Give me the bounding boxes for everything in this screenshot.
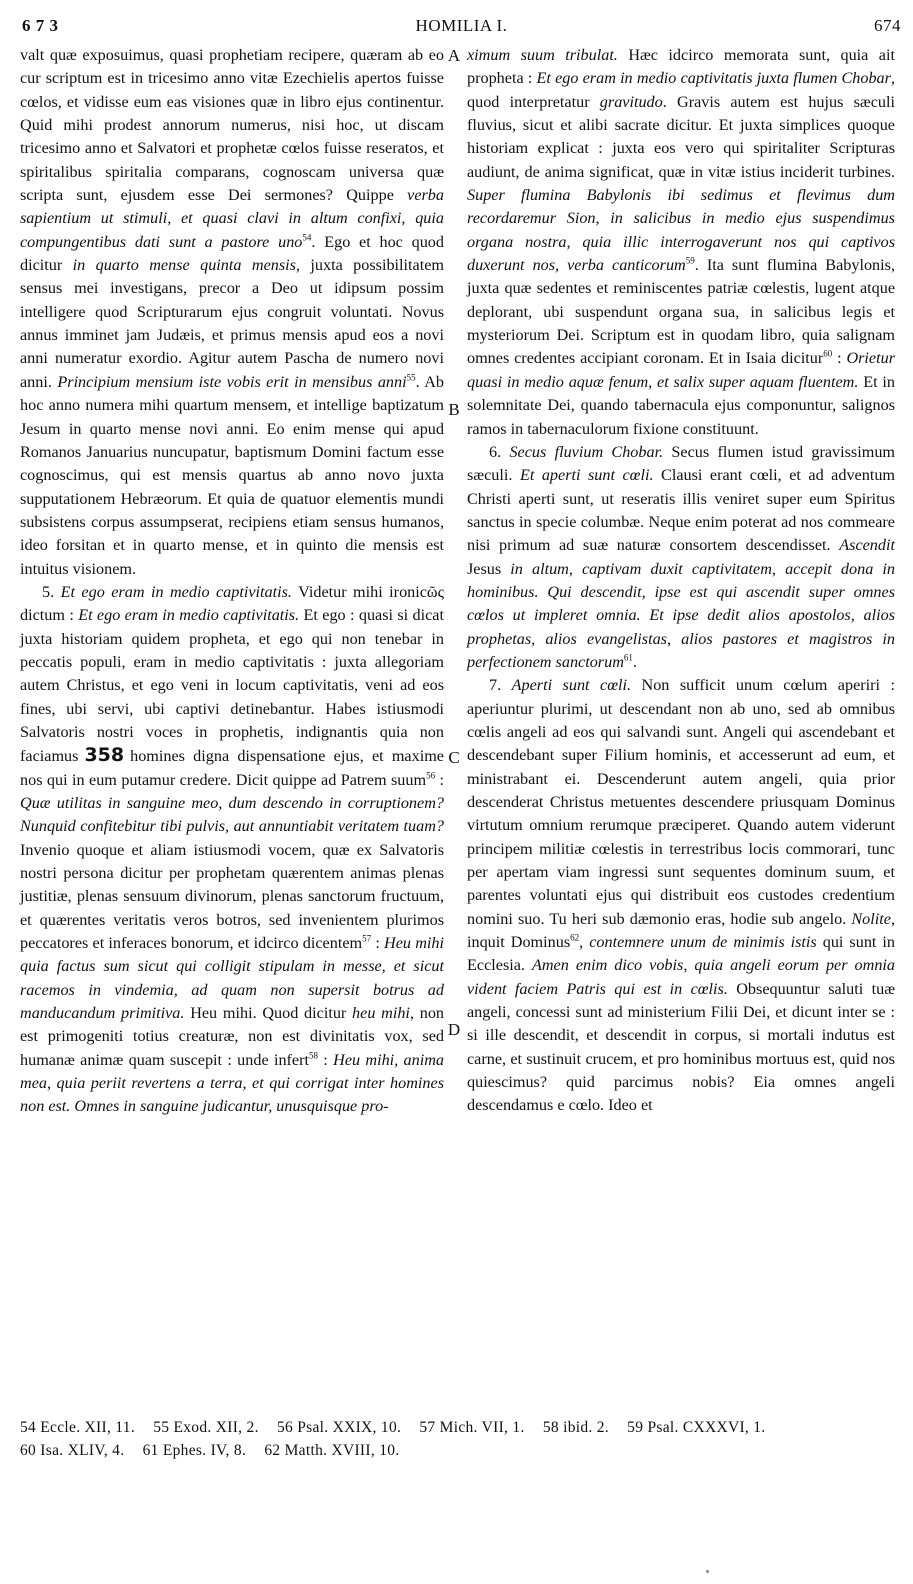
footnote-ref: 58: [309, 1050, 318, 1061]
footnote-ref: 59: [685, 255, 695, 266]
page-number-mark: 358: [84, 744, 125, 767]
margin-letter-d: D: [447, 1020, 461, 1039]
margin-letter-b: B: [448, 400, 460, 419]
paragraph-7: 7. Aperti sunt cœli. Non sufficit unum cœlum aperiri : aperiuntur plurimi, ut descendant non ab uno, sed ab omnibus cœlis angeli ad eos qui salvandi sunt. Angeli qui ascendebant et descendebant super Filium hominis, et accesserunt ad eum, et ministrabant ei. Descenderunt autem angeli, quia prior descenderat Christus metuentes descendere priusquam Dominus virtutum omnium rerumque præciperet. Quando autem viderunt principem militiæ cœlestis in terrestribus locis commorari, tunc per apertam viam ingressi sunt sequentes dominum suum, et parentes voluntati ejus qui distribuit eos custodes credentium nomini suo. Tu heri sub dæmonio eras, hodie sub angelo. Nolite, inquit Dominus$^{62}$, contemnere unum de minimis istis qui sunt in Ecclesia. Amen enim dico vobis, quia angeli eorum per omnia vident faciem Patris qui est in cœlis. Obsequuntur saluti tuæ angeli, concessi sunt ad ministerium Filii Dei, et dicunt inter se : si ille descendit, et descendit in corpus, si mortali indutus est carne, et sustinuit crucem, et pro hominibus mortuus est, quid nos quiescimus? quid parcimus nobis? Eia omnes angeli descendamus e cœlo. Ideo et: [467, 676, 896, 1115]
footnote-ref: 62: [570, 932, 580, 943]
paragraph: ximum suum tribulat. Hæc idcirco memorata sunt, quia ait propheta : Et ego eram in medio captivitatis juxta flumen Chobar, quod interpretatur gravitudo. Gravis autem est hujus sæculi fluvius, sicut et alibi sacrate dicitur. Et juxta simplices quoque historiam explicat : juxta eos vero qui spiritaliter Scripturas audiunt, de anima significat, quæ in vitæ istius inciderit turbines. Super flumina Babylonis ibi sedimus et flevimus dum recordaremur Sion, in salicibus in medio ejus suspendimus organa nostra, quia illic interrogaverunt nos qui captivos duxerunt nos, verba canticorum$^{59}$. Ita sunt flumina Babylonis, juxta quæ sedentes et reminiscentes patriæ cœlestis, lugent atque deplorant, ubi suspendunt organa sua, in salicibus legis et mysteriorum Dei. Scriptum est in quodam libro, quia salignam omnes credentes accipiant coronam. Et in Isaia dicitur$^{60}$ : Orietur quasi in medio aquæ fenum, et salix super aquam fluentem. Et in solemnitate Dei, quando tabernacula ejus componuntur, salignos ramos in tabernaculorum fixione constituunt.: [467, 46, 895, 438]
paragraph-6: 6. Secus fluvium Chobar. Secus flumen istud gravissimum sæculi. Et aperti sunt cœli. Clausi erant cœli, et ad adventum Christi aperti sunt, ut reseratis illis veniret super eum Spiritus sanctus in specie columbæ. Neque enim poterat ad nos commeare nisi primum ad suæ naturæ consortem descendisset. Ascendit Jesus in altum, captivam duxit captivitatem, accepit dona in hominibus. Qui descendit, ipse est qui ascendit super omnes cœlos ut impleret omnia. Et ipse dedit alios apostolos, alios prophetas, alios evangelistas, alios pastores et magistros in perfectionem sanctorum$^{61}$.: [467, 442, 896, 671]
footnote-ref: 61: [623, 652, 633, 663]
margin-letter-c: C: [448, 748, 460, 767]
footnote: 59 Psal. CXXXVI, 1.: [627, 1419, 766, 1436]
page-number-left: 6 7 3: [22, 16, 59, 35]
footnote: 57 Mich. VII, 1.: [419, 1419, 525, 1436]
page-header: [22, 16, 901, 38]
footnote: 61 Ephes. IV, 8.: [142, 1442, 247, 1459]
footnote: 60 Isa. XLIV, 4.: [20, 1442, 125, 1459]
margin-letter-a: A: [447, 46, 461, 65]
footnote-ref: 55: [406, 372, 416, 383]
paragraph-5: 5. Et ego eram in medio captivitatis. Videtur mihi ironicῶς dictum : Et ego eram in medio captivitatis. Et ego : quasi si dicat juxta historiam quidem propheta, et ego qui non tenebar in peccatis populi, eram in medio captivitatis : juxta allegoriam autem Christus, et ego veni in locum captivitatis, veni ad eos fines, ubi servi, ubi captivi detinebantur. Habes istiusmodi Salvatoris nostri voces in prophetis, indignantis quia non faciamus 358 homines digna dispensatione ejus, et maxime nos qui in eum putamur credere. Dicit quippe ad Patrem suum$^{56}$ : Quæ utilitas in sanguine meo, dum descendo in corruptionem? Nunquid confitebitur tibi pulvis, aut annuntiabit veritatem tuam? Invenio quoque et aliam istiusmodi vocem, quæ ex Salvatoris nostri persona dicitur per prophetam quærentem animas plenas justitiæ, plenas sensuum divinorum, plenas sanctorum fructuum, et quærentes veritatis veros botros, sed invenientem plurimos peccatores et inferaces bonorum, et idcirco dicentem$^{57}$ : Heu mihi quia factus sum sicut qui colligit stipulam in messe, et sicut racemos in vindemia, ad quam non supersit botrus ad manducandum primitiva. Heu mihi. Quod dicitur heu mihi, non est primogeniti totius creaturæ, non est divinitatis vox, sed humanæ animæ quam suscepit : unde infert$^{58}$ : Heu mihi, anima mea, quia periit revertens a terra, et qui corrigat inter homines non est. Omnes in sanguine judicantur, unusquisque pro-: [20, 582, 445, 1116]
footnote-ref: 56: [426, 770, 436, 781]
footnotes: [20, 1416, 901, 1462]
page-number-right: 674: [874, 16, 901, 35]
left-column: [20, 44, 444, 1119]
running-title: HOMILIA I.: [415, 16, 508, 35]
footnote-ref: 60: [823, 349, 833, 360]
footnote: 58 ibid. 2.: [542, 1419, 609, 1436]
footnote-ref: 54: [302, 232, 312, 243]
footnote: 54 Eccle. XII, 11.: [20, 1419, 136, 1436]
paragraph: valt quæ exposuimus, quasi prophetiam recipere, quæram ab eo cur scriptum est in tricesimo anno vitæ Ezechielis apertos fuisse cœlos, et vidisse eum eas visiones quæ in libro ejus continentur. Quid mihi prodest annorum numerus, nisi hoc, ut discam tricesimo anno et Salvatori et prophetæ cœlos fuisse reseratos, et spiritalibus spiritalia comparans, cognoscam universa quæ scripta sunt, ejusdem esse Dei sermones? Quippe verba sapientium ut stimuli, et quasi clavi in altum confixi, quia compungentibus dati sunt a pastore uno$^{54}$. Ego et hoc quod dicitur in quarto mense quinta mensis, juxta possibilitatem sensus mei investigans, precor a Deo ut idipsum possim intelligere quod Scripturarum ejus congruit voluntati. Novus annus imminet jam Judæis, et primus mensis apud eos a novi anni numeratur exordio. Agitur autem Pascha de numero novi anni. Principium mensium iste vobis erit in mensibus anni$^{55}$. Ab hoc anno numera mihi quartum mensem, et intellige baptizatum Jesum in quarto mense novi anni. Eo enim mense qui apud Romanos Januarius nuncupatur, baptismum Domini factum esse cognoscimus, qui est mensis quartus ab anno novo juxta supputationem Hebræorum. Et quia de quatuor elementis mundi subsistens corpus assumpserat, recipiens etiam sensus humanos, ideo forsitan et in quarto mense, et in quinto die mensis est intuitus visionem.: [20, 46, 445, 578]
page-speck: [706, 1570, 709, 1573]
right-column: [467, 44, 895, 1118]
footnote: 55 Exod. XII, 2.: [153, 1419, 259, 1436]
footnote: 56 Psal. XXIX, 10.: [276, 1419, 402, 1436]
footnote-ref: 57: [362, 933, 372, 944]
footnote: 62 Matth. XVIII, 10.: [264, 1442, 400, 1459]
